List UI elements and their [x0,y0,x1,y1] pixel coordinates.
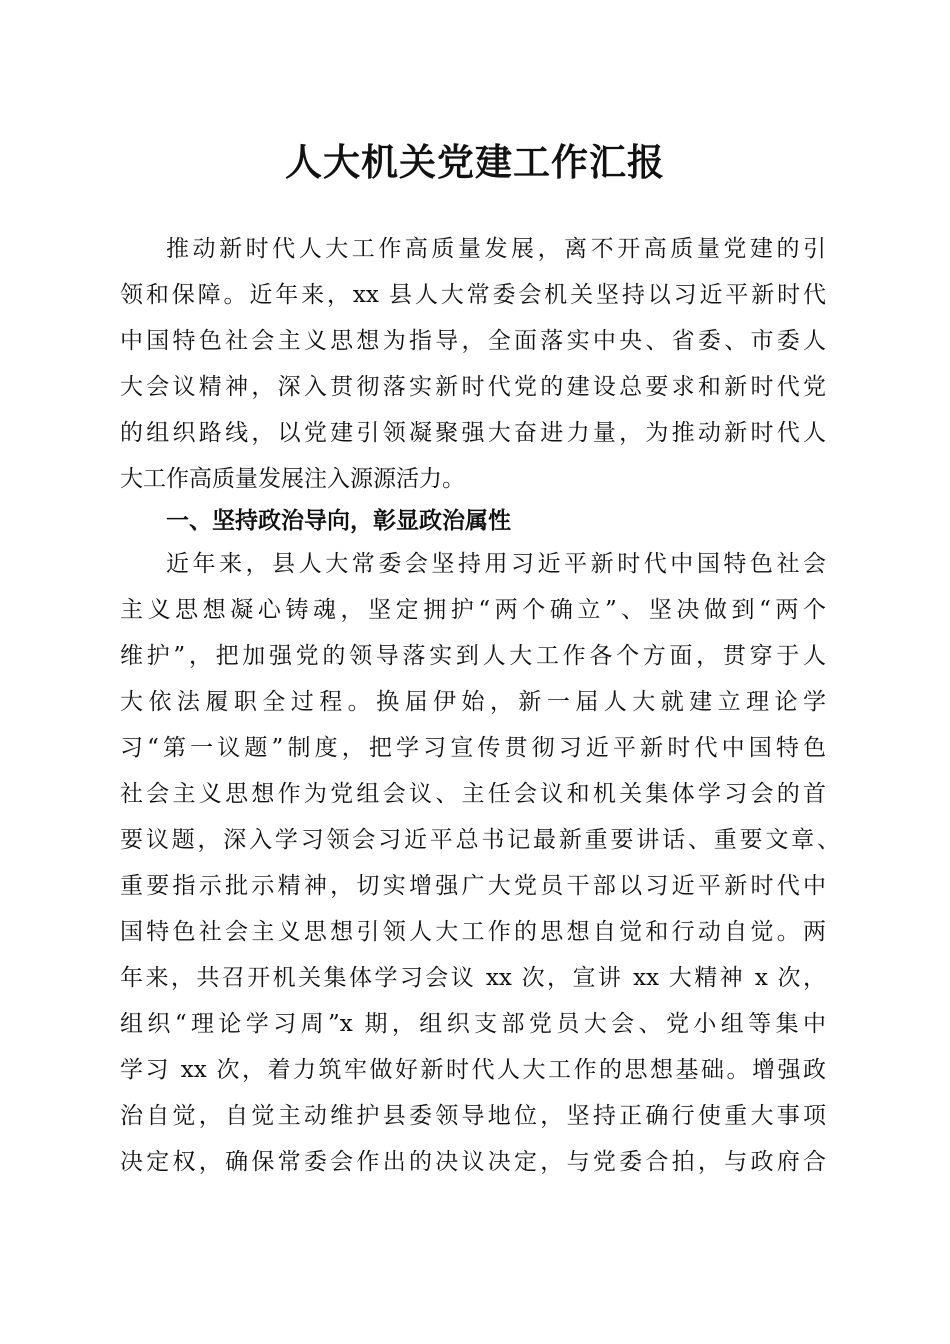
body-line: 习“第一议题”制度，把学习宣传贯彻习近平新时代中国特色 [120,735,826,761]
body-line: 要议题，深入学习领会习近平总书记最新重要讲话、重要文章、 [120,827,840,853]
body-line: 学习 xx 次，着力筑牢做好新时代人大工作的思想基础。增强政 [120,1057,826,1083]
intro-line: 大会议精神，深入贯彻落实新时代党的建设总要求和新时代党 [120,374,826,400]
intro-line: 的组织路线，以党建引领凝聚强大奋进力量，为推动新时代人 [120,420,826,446]
body-line: 重要指示批示精神，切实增强广大党员干部以习近平新时代中 [120,873,826,899]
body-line: 组织“理论学习周”x 期，组织支部党员大会、党小组等集中 [120,1011,826,1037]
intro-line: 中国特色社会主义思想为指导，全面落实中央、省委、市委人 [120,328,826,354]
body-line: 大依法履职全过程。换届伊始，新一届人大就建立理论学 [120,689,826,715]
body-line: 年来，共召开机关集体学习会议 xx 次，宣讲 xx 大精神 x 次， [120,965,826,991]
document-title: 人大机关党建工作汇报 [285,140,665,184]
body-line: 主义思想凝心铸魂，坚定拥护“两个确立”、坚决做到“两个 [120,597,826,623]
body-line: 决定权，确保常委会作出的决议决定，与党委合拍，与政府合 [120,1149,826,1175]
body-line: 国特色社会主义思想引领人大工作的思想自觉和行动自觉。两 [120,919,826,945]
body-line: 维护”，把加强党的领导落实到人大工作各个方面，贯穿于人 [120,643,826,669]
section-heading: 一、坚持政治导向，彰显政治属性 [166,508,511,534]
body-line: 近年来，县人大常委会坚持用习近平新时代中国特色社会 [166,551,826,577]
intro-line: 推动新时代人大工作高质量发展，离不开高质量党建的引 [166,236,826,262]
body-line: 治自觉，自觉主动维护县委领导地位，坚持正确行使重大事项 [120,1103,826,1129]
intro-line: 大工作高质量发展注入源源活力。 [120,466,465,492]
body-line: 社会主义思想作为党组会议、主任会议和机关集体学习会的首 [120,781,826,807]
intro-line: 领和保障。近年来，xx 县人大常委会机关坚持以习近平新时代 [120,282,826,308]
